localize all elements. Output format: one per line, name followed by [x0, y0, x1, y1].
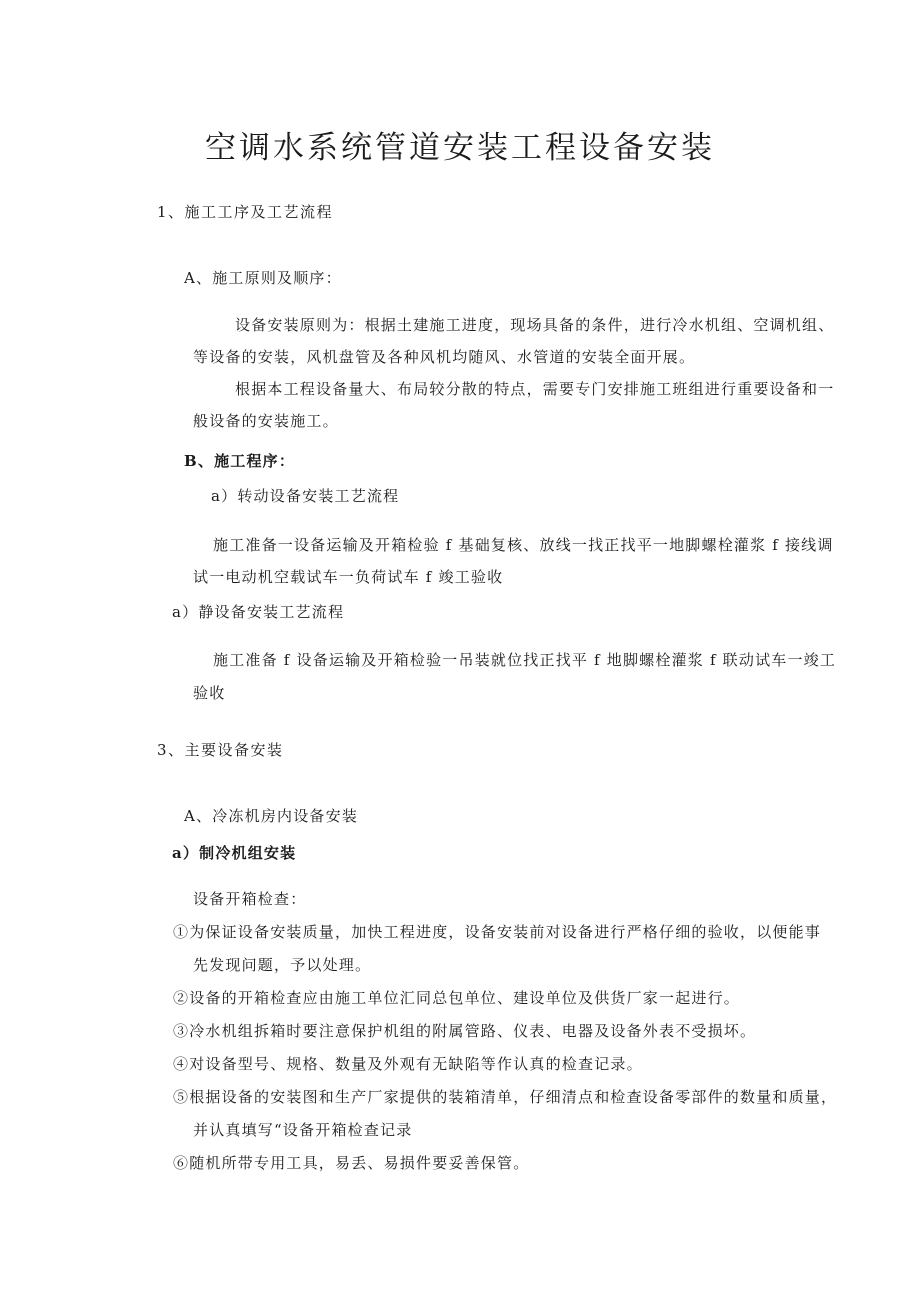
process-flow-line: 验收 [193, 684, 226, 702]
list-item: ②设备的开箱检查应由施工单位汇同总包单位、建设单位及供货厂家一起进行。 [173, 989, 741, 1007]
chiller-installation-heading: a）制冷机组安装 [172, 844, 297, 862]
static-equipment-heading: a）静设备安装工艺流程 [172, 603, 345, 621]
list-item: 并认真填写“设备开箱检查记录 [193, 1121, 413, 1139]
list-item: 先发现问题，予以处理。 [193, 956, 372, 974]
list-item: ③冷水机组拆箱时要注意保护机组的附属管路、仪表、电器及设备外表不受损坏。 [173, 1022, 757, 1040]
paragraph-line: 根据本工程设备量大、布局较分散的特点，需要专门安排施工班组进行重要设备和一 [235, 380, 835, 398]
unboxing-check-heading: 设备开箱检查： [193, 890, 307, 908]
process-flow-line: 施工准备 f 设备运输及开箱检验一吊装就位找正找平 f 地脚螺栓灌浆 f 联动试车一竣工 [213, 651, 837, 669]
process-flow-line: 施工准备一设备运输及开箱检验 f 基础复核、放线一找正找平一地脚螺栓灌浆 f 接线调 [213, 536, 834, 554]
section-1-part-a-heading: A、施工原则及顺序： [184, 269, 342, 287]
list-item: ⑥随机所带专用工具，易丢、易损件要妥善保管。 [173, 1154, 530, 1172]
paragraph-line: 般设备的安装施工。 [193, 412, 339, 430]
process-flow-line: 试一电动机空载试车一负荷试车 f 竣工验收 [193, 568, 504, 586]
section-3-heading: 3、主要设备安装 [157, 741, 284, 759]
paragraph-line: 等设备的安装，风机盘管及各种风机均随风、水管道的安装全面开展。 [193, 348, 696, 366]
list-item: ①为保证设备安装质量，加快工程进度，设备安装前对设备进行严格仔细的验收，以便能事 [173, 923, 822, 941]
rotating-equipment-heading: a）转动设备安装工艺流程 [211, 487, 400, 505]
section-1-heading: 1、施工工序及工艺流程 [157, 203, 334, 221]
section-1-part-b-heading: B、施工程序： [184, 452, 296, 470]
section-3-part-a-heading: A、冷冻机房内设备安装 [184, 807, 359, 825]
list-item: ⑤根据设备的安装图和生产厂家提供的装箱清单，仔细清点和检查设备零部件的数量和质量， [173, 1088, 838, 1106]
list-item: ④对设备型号、规格、数量及外观有无缺陷等作认真的检查记录。 [173, 1055, 643, 1073]
paragraph-line: 设备安装原则为：根据土建施工进度，现场具备的条件，进行冷水机组、空调机组、 [235, 316, 835, 334]
page-title: 空调水系统管道安装工程设备安装 [205, 130, 715, 166]
